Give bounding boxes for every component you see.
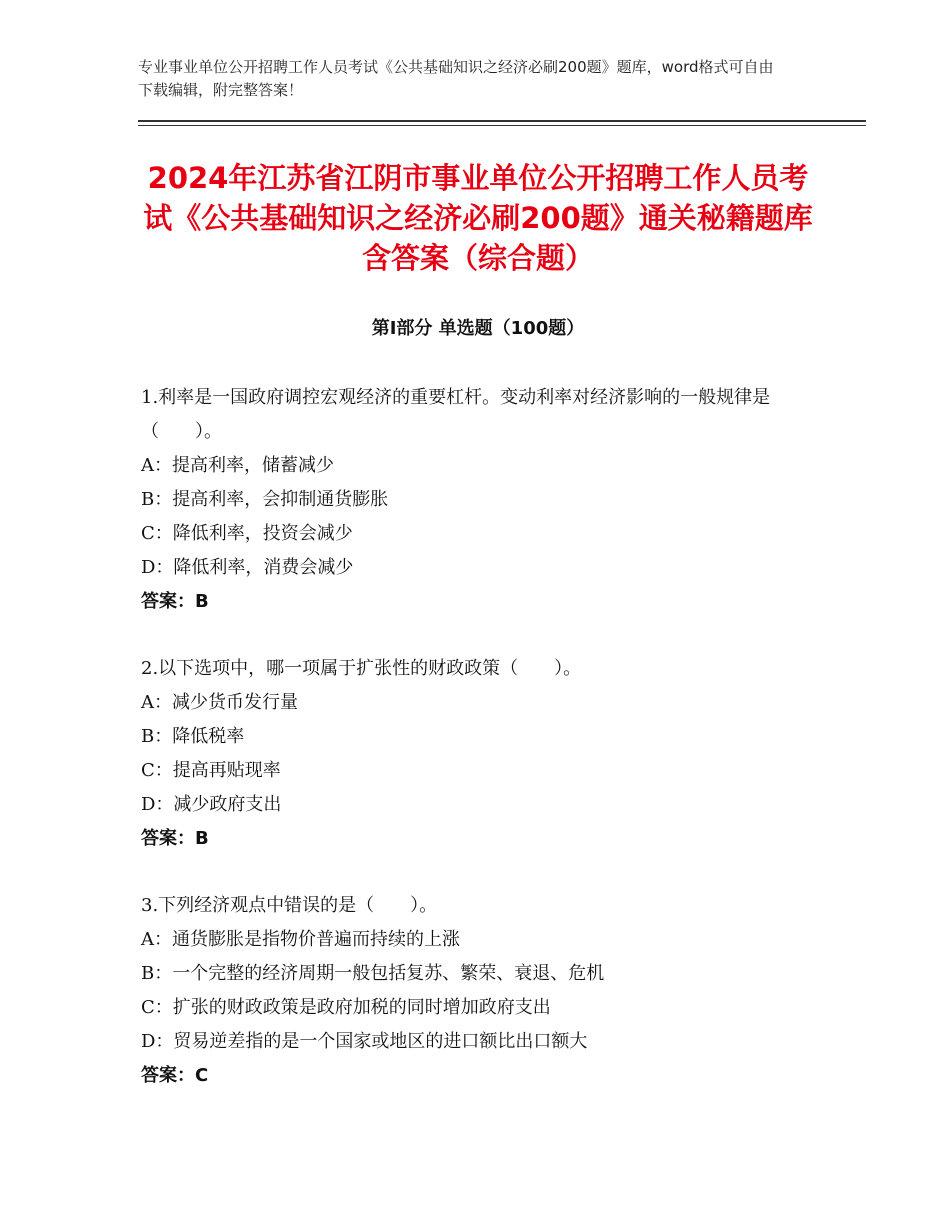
question-stem: 1.利率是一国政府调控宏观经济的重要杠杆。变动利率对经济影响的一般规律是（ ）。 xyxy=(141,387,771,442)
section-title: 第Ⅰ部分 单选题（100题） xyxy=(371,318,585,339)
answer: 答案：B xyxy=(141,591,209,612)
question-2 xyxy=(141,652,821,856)
option-b: B：提高利率，会抑制通货膨胀 xyxy=(141,489,389,510)
answer: 答案：C xyxy=(141,1065,209,1086)
question-3 xyxy=(141,889,821,1093)
header-note: 专业事业单位公开招聘工作人员考试《公共基础知识之经济必刷200题》题库，word格式可自由下载编辑，附完整答案！ xyxy=(138,58,774,99)
option-c: C：降低利率，投资会减少 xyxy=(141,523,353,544)
question-stem: 3.下列经济观点中错误的是（ ）。 xyxy=(141,895,438,916)
option-a: A：减少货币发行量 xyxy=(141,692,298,713)
option-d: D：降低利率，消费会减少 xyxy=(141,557,354,578)
option-a: A：提高利率，储蓄减少 xyxy=(141,455,334,476)
question-1 xyxy=(141,381,821,619)
option-d: D：减少政府支出 xyxy=(141,794,282,815)
option-c: C：扩张的财政政策是政府加税的同时增加政府支出 xyxy=(141,997,551,1018)
header-divider-thin xyxy=(138,125,866,126)
option-d: D：贸易逆差指的是一个国家或地区的进口额比出口额大 xyxy=(141,1031,588,1052)
question-stem: 2.以下选项中，哪一项属于扩张性的财政政策（ ）。 xyxy=(141,658,582,679)
answer: 答案：B xyxy=(141,828,209,849)
option-c: C：提高再贴现率 xyxy=(141,760,281,781)
question-list xyxy=(141,381,821,1126)
header-divider-thick xyxy=(138,120,866,122)
document-title: 2024年江苏省江阴市事业单位公开招聘工作人员考试《公共基础知识之经济必刷200题》通关秘籍题库含答案（综合题） xyxy=(143,161,813,275)
option-b: B：一个完整的经济周期一般包括复苏、繁荣、衰退、危机 xyxy=(141,963,605,984)
option-b: B：降低税率 xyxy=(141,726,245,747)
option-a: A：通货膨胀是指物价普遍而持续的上涨 xyxy=(141,929,460,950)
